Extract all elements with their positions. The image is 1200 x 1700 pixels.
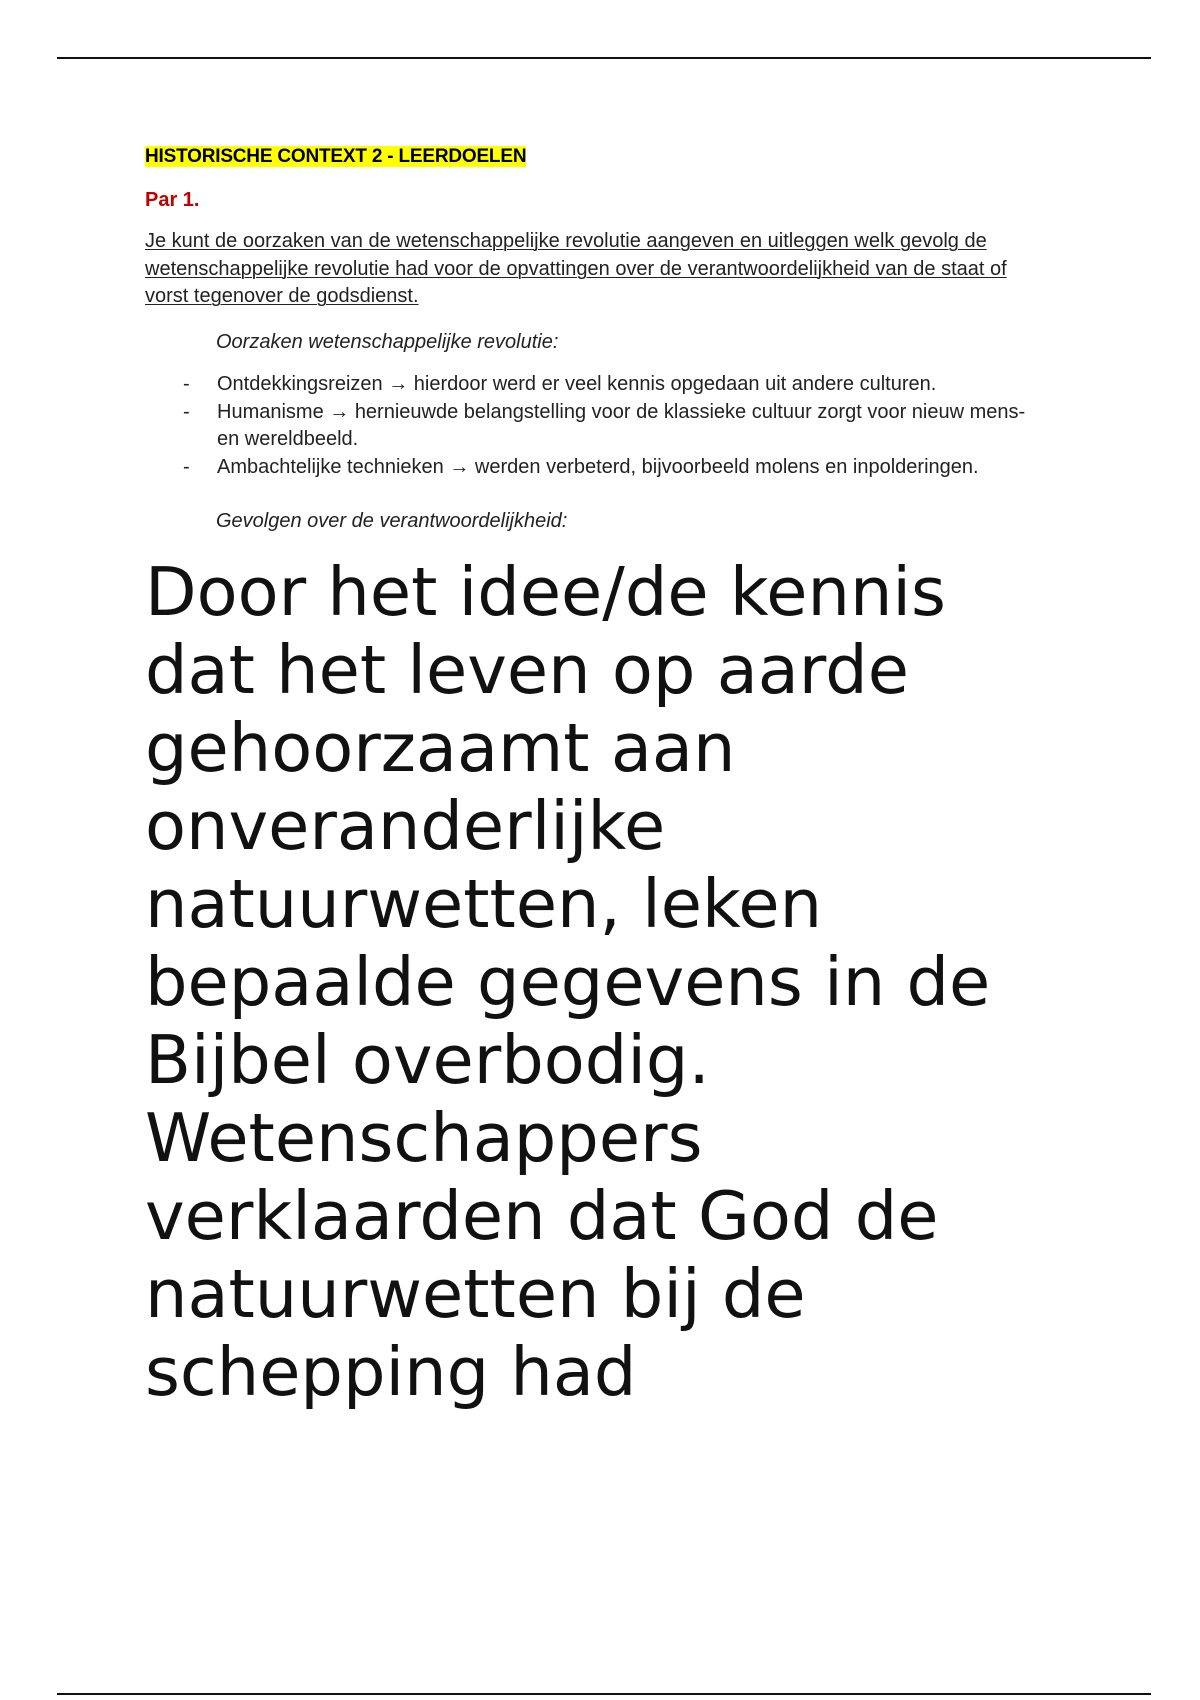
list-item [183, 371, 1143, 399]
effects-text: Door het idee/de kennis dat het leven op aarde gehoorzaamt aan onveranderlijke natuurwetten, leken bepaalde gegevens in de Bijbel overbodig. Wetenschappers verklaarden dat God de natuurwetten bij de schepping had [145, 553, 991, 1411]
list-item-text: Ambachtelijke technieken → werden verbeterd, bijvoorbeeld molens en inpolderingen. [217, 455, 979, 478]
list-bullet: - [183, 400, 190, 423]
list-item-text: Humanisme → hernieuwde belangstelling voor de klassieke cultuur zorgt voor nieuw mens- en wereldbeeld. [217, 400, 1026, 451]
causes-heading: Oorzaken wetenschappelijke revolutie: [216, 331, 559, 353]
section-heading: Par 1. [145, 189, 200, 211]
learning-objective: Je kunt de oorzaken van de wetenschappelijke revolutie aangeven en uitleggen welk gevolg de wetenschappelijke revolutie had voor de opvattingen over de verantwoordelijkheid van de staat of vorst tegenover de godsdienst. [145, 230, 1007, 308]
list-item-text: Ontdekkingsreizen → hierdoor werd er veel kennis opgedaan uit andere culturen. [217, 373, 937, 395]
list-bullet: - [183, 455, 190, 478]
list-item [183, 454, 1143, 482]
causes-list [183, 371, 1143, 481]
footer-rule [57, 1693, 1151, 1695]
header-rule [57, 57, 1151, 59]
list-bullet: - [183, 373, 190, 395]
list-item [183, 399, 1143, 454]
title-highlight: HISTORISCHE CONTEXT 2 - LEERDOELEN [145, 146, 527, 167]
document-title [145, 143, 526, 171]
effects-heading: Gevolgen over de verantwoordelijkheid: [216, 510, 568, 532]
